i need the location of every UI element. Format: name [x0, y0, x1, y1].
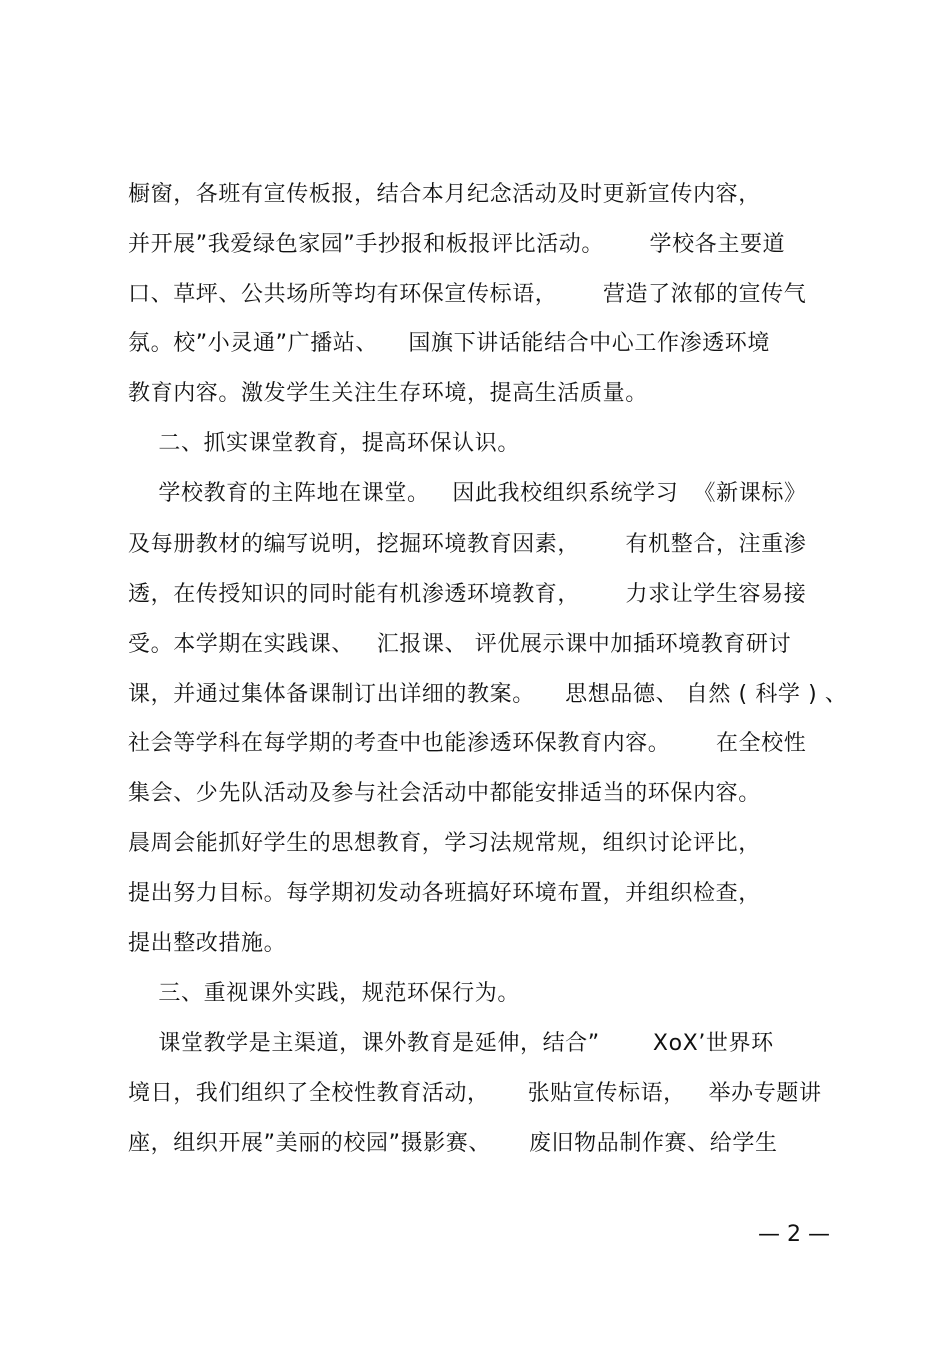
body-text-line: 氛。校”小灵通”广播站、 国旗下讲话能结合中心工作渗透环境	[128, 331, 770, 356]
body-text-line: 教育内容。激发学生关注生存环境，提高生活质量。	[128, 381, 648, 406]
body-text-line: 社会等学科在每学期的考查中也能渗透环保教育内容。 在全校性	[128, 731, 807, 756]
body-text-line: 受。本学期在实践课、 汇报课、 评优展示课中加插环境教育研讨	[128, 632, 792, 657]
body-text-line: 提出整改措施。	[128, 931, 287, 956]
section-heading-2: 二、抓实课堂教育，提高环保认识。	[128, 431, 520, 456]
body-text-line: 橱窗，各班有宣传板报，结合本月纪念活动及时更新宣传内容，	[128, 182, 761, 207]
section-heading-3: 三、重视课外实践，规范环保行为。	[128, 981, 520, 1006]
body-text-line: 及每册教材的编写说明，挖掘环境教育因素， 有机整合，注重渗	[128, 532, 807, 557]
page-number: — 2 —	[758, 1222, 830, 1247]
body-text-line: 并开展”我爱绿色家园”手抄报和板报评比活动。 学校各主要道	[128, 232, 786, 257]
body-text-line: 透，在传授知识的同时能有机渗透环境教育， 力求让学生容易接	[128, 582, 807, 607]
body-text-line: 境日，我们组织了全校性教育活动， 张贴宣传标语， 举办专题讲	[128, 1081, 822, 1106]
body-text-line: 学校教育的主阵地在课堂。 因此我校组织系统学习 《新课标》	[128, 481, 807, 506]
body-text-line: 课堂教学是主渠道，课外教育是延伸，结合” XoX’世界环	[128, 1031, 774, 1056]
body-text-line: 座，组织开展”美丽的校园”摄影赛、 废旧物品制作赛、给学生	[128, 1131, 778, 1156]
body-text-line: 晨周会能抓好学生的思想教育，学习法规常规，组织讨论评比，	[128, 831, 761, 856]
body-text-line: 口、草坪、公共场所等均有环保宣传标语， 营造了浓郁的宣传气	[128, 282, 807, 307]
body-text-line: 提出努力目标。每学期初发动各班搞好环境布置，并组织检查，	[128, 881, 761, 906]
body-text-line: 集会、少先队活动及参与社会活动中都能安排适当的环保内容。	[128, 781, 761, 806]
body-text-line: 课，并通过集体备课制订出详细的教案。 思想品德、 自然 ( 科学 ) 、	[128, 682, 848, 707]
